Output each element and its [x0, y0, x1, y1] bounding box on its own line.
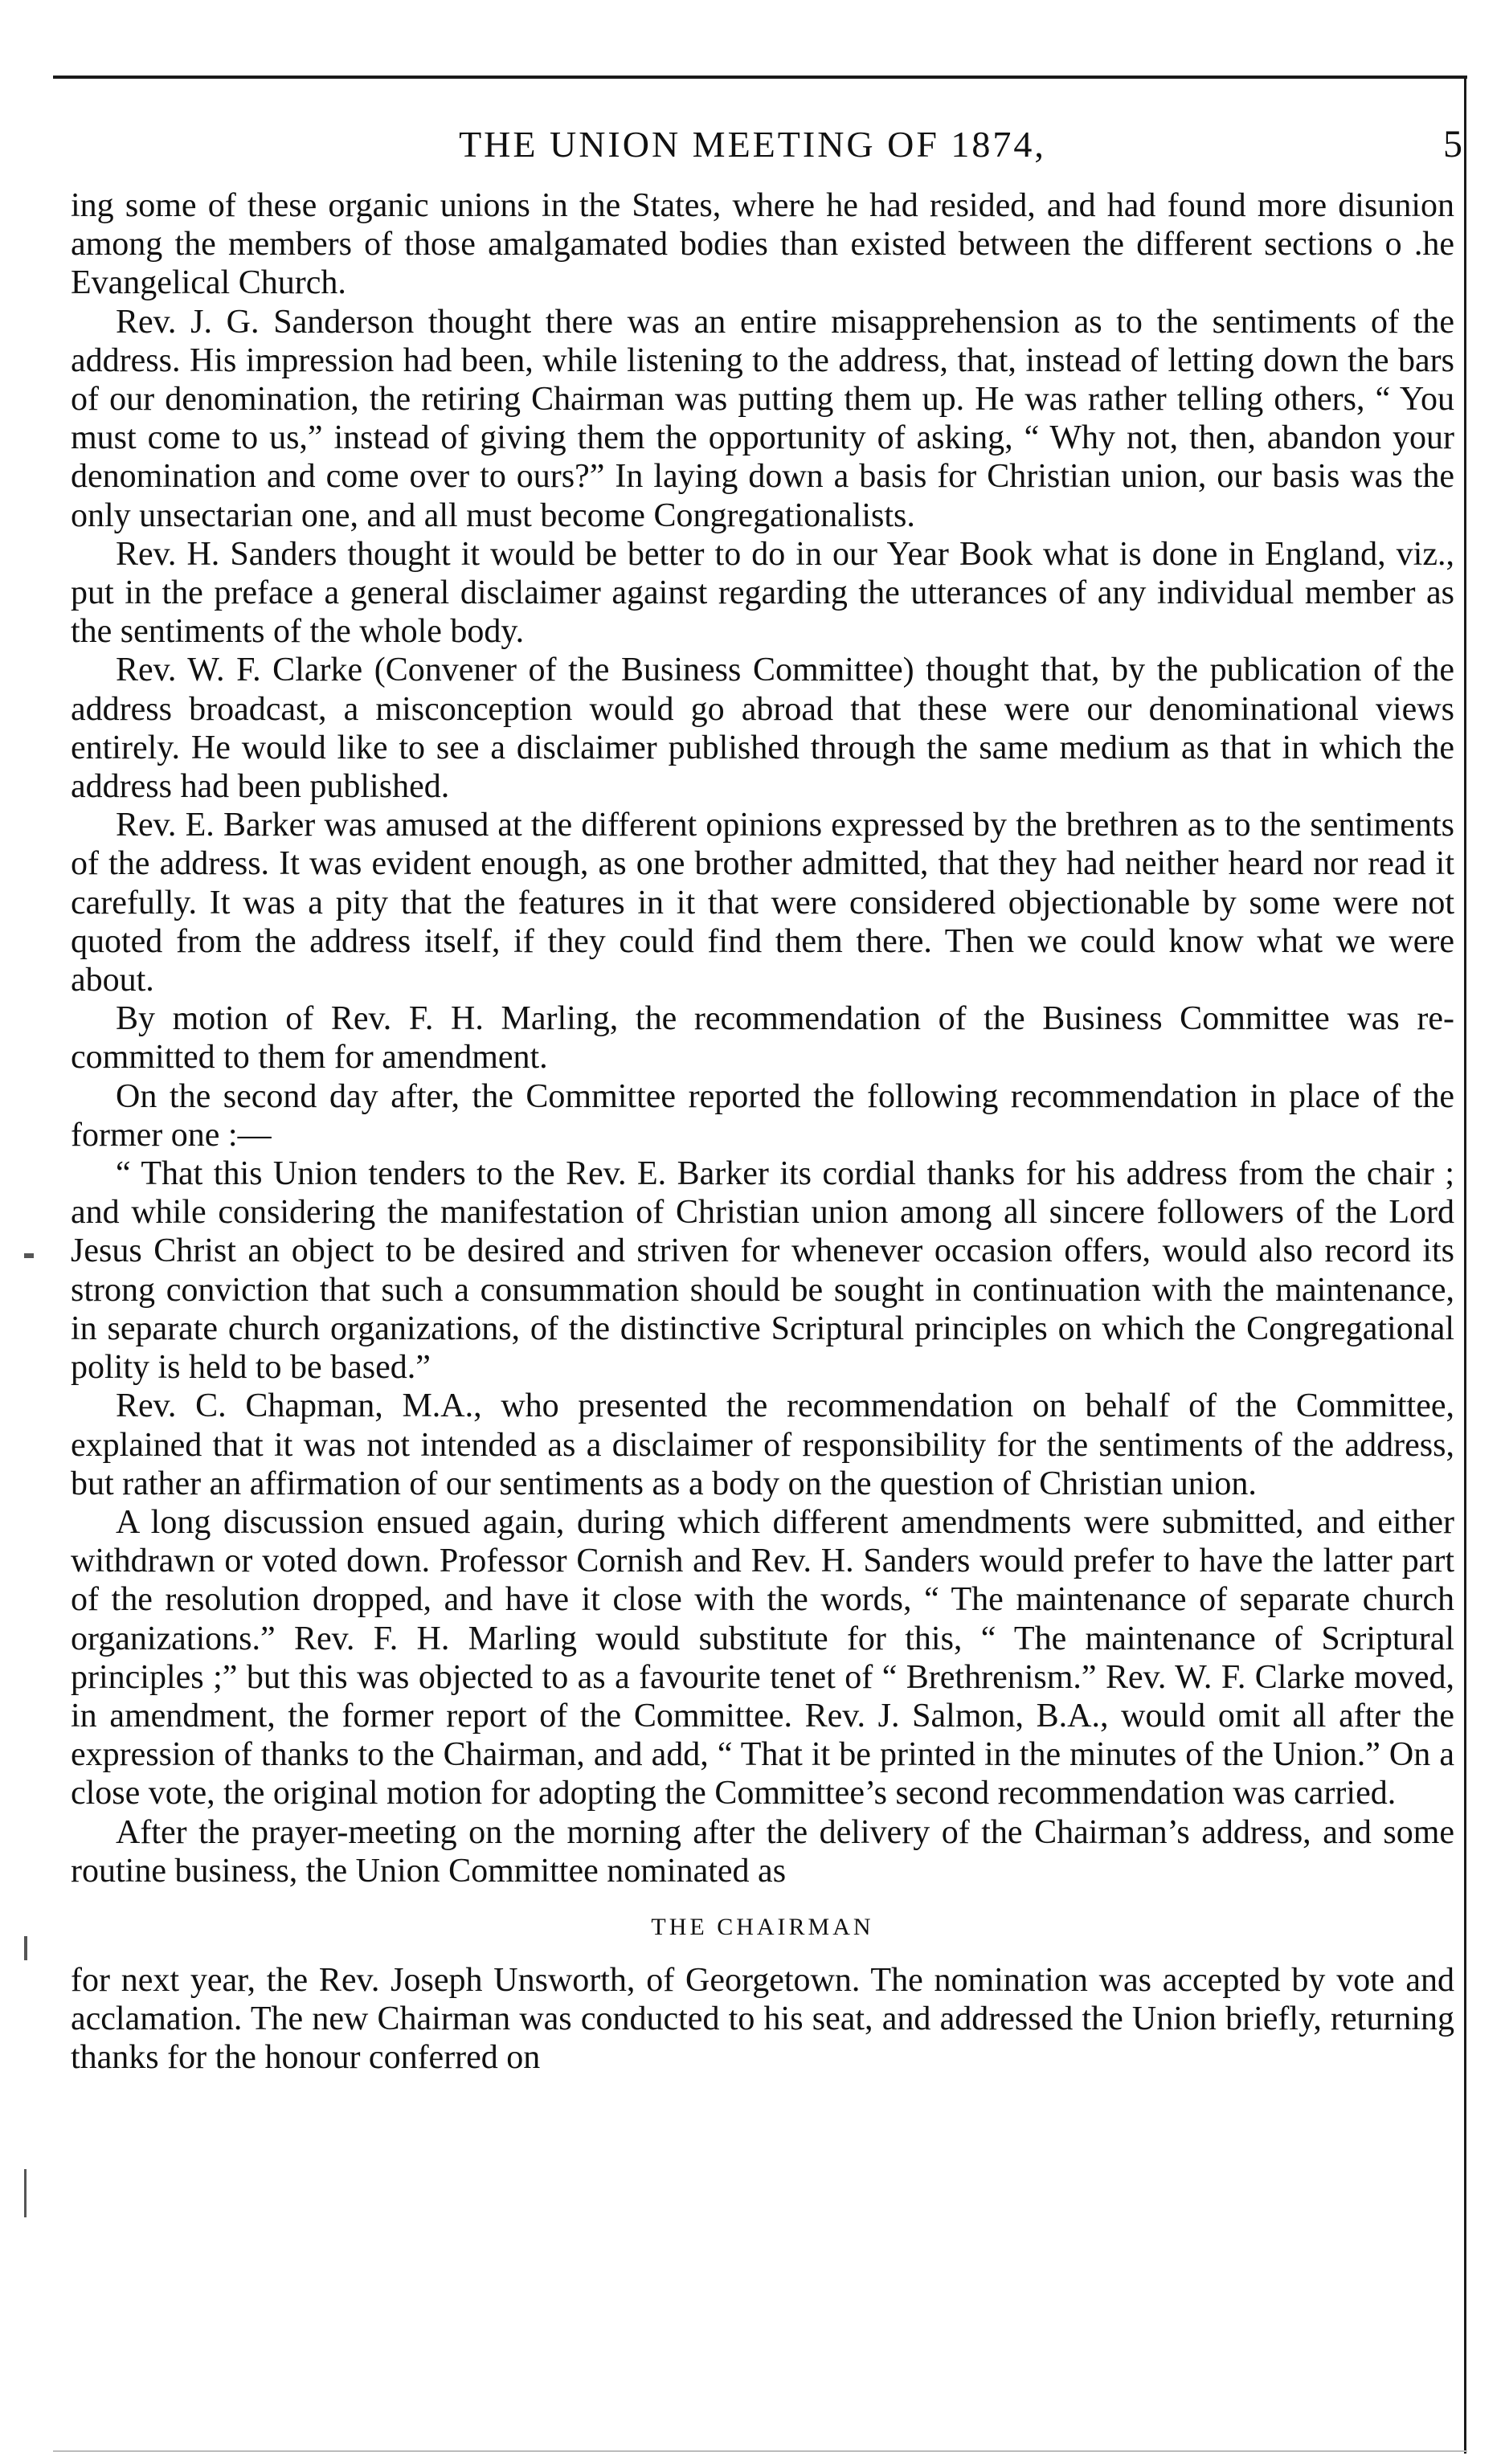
section-subheading: THE CHAIRMAN: [651, 1913, 874, 1940]
paragraph: Rev. C. Chapman, M.A., who presented the recommendation on behalf of the Committee, explained that it was not intended as a disclaimer of responsibility for the sentiments of the address, but rather an affirmation of our sentiments as a body on the question of Christian union.: [71, 1387, 1454, 1502]
paragraph: By motion of Rev. F. H. Marling, the recommendation of the Business Committee was re-committed to them for amendment.: [71, 1000, 1454, 1077]
paragraph: On the second day after, the Committee reported the following recommendation in place of the former one :—: [71, 1077, 1454, 1154]
top-rule: [53, 76, 1467, 79]
paragraph: After the prayer-meeting on the morning after the delivery of the Chairman’s address, and some routine business, the Union Committee nominated as: [71, 1813, 1454, 1890]
paragraph: Rev. E. Barker was amused at the different opinions expressed by the brethren as to the sentiments of the address. It was evident enough, as one brother admitted, that they had neither heard nor read it carefully. It was a pity that the features in it that were considered objectionable by some were not quoted from the address itself, if they could find them there. Then we could know what we were about.: [71, 807, 1454, 999]
margin-mark: [24, 1936, 27, 1960]
right-margin-rule: [1464, 76, 1466, 2454]
paragraph: for next year, the Rev. Joseph Unsworth, of Georgetown. The nomination was accepted by vote and acclamation. The new Chairman was conducted to his seat, and addressed the Union briefly, returning thanks for the honour conferred on: [71, 1961, 1454, 2077]
margin-mark: [24, 1253, 34, 1258]
body-text: [71, 186, 1454, 2078]
paragraph: A long discussion ensued again, during which different amendments were submitted, and either withdrawn or voted down. Professor Cornish and Rev. H. Sanders would prefer to have the latter part of the resolution dropped, and have it close with the words, “ The maintenance of separate church organizations.” Rev. F. H. Marling would substitute for this, “ The maintenance of Scriptural principles ;” but this was objected to as a favourite tenet of “ Brethrenism.” Rev. W. F. Clarke moved, in amendment, the former report of the Committee. Rev. J. Salmon, B.A., would omit all after the expression of thanks to the Chairman, and add, “ That it be printed in the minutes of the Union.” On a close vote, the original motion for adopting the Committee’s second recommendation was carried.: [71, 1503, 1454, 1812]
bottom-rule: [53, 2450, 1467, 2452]
quoted-resolution: “ That this Union tenders to the Rev. E. Barker its cordial thanks for his address from the chair ; and while considering the manifestation of Christian union among all sincere followers of the Lord Jesus Christ an object to be desired and striven for whenever occasion offers, would also record its strong conviction that such a consummation should be sought in continuation with the maintenance, in separate church organizations, of the distinctive Scriptural principles on which the Congregational polity is held to be based.”: [71, 1155, 1454, 1387]
paragraph: Rev. H. Sanders thought it would be better to do in our Year Book what is done in England, viz., put in the preface a general disclaimer against regarding the utterances of any individual member as the sentiments of the whole body.: [71, 535, 1454, 651]
running-head: THE UNION MEETING OF 1874,: [459, 124, 1046, 165]
paragraph: Rev. W. F. Clarke (Convener of the Business Committee) thought that, by the publication of the address broadcast, a misconception would go abroad that these were our denominational views entirely. He would like to see a disclaimer published through the same medium as that in which the address had been published.: [71, 652, 1454, 806]
paragraph: ing some of these organic unions in the States, where he had resided, and had found more disunion among the members of those amalgamated bodies than existed between the different sections o .he Evangelical Church.: [71, 187, 1454, 302]
margin-mark: [24, 2169, 27, 2217]
page-header: [0, 121, 1505, 177]
paragraph: Rev. J. G. Sanderson thought there was an entire misapprehension as to the sentiments of the address. His impression had been, while listening to the address, that, instead of letting down the bars of our denomination, the retiring Chairman was putting them up. He was rather telling others, “ You must come to us,” instead of giving them the opportunity of asking, “ Why not, then, abandon your denomination and come over to ours?” In laying down a basis for Christian union, our basis was the only unsectarian one, and all must become Congregationalists.: [71, 303, 1454, 534]
page-number: 5: [1443, 123, 1462, 165]
